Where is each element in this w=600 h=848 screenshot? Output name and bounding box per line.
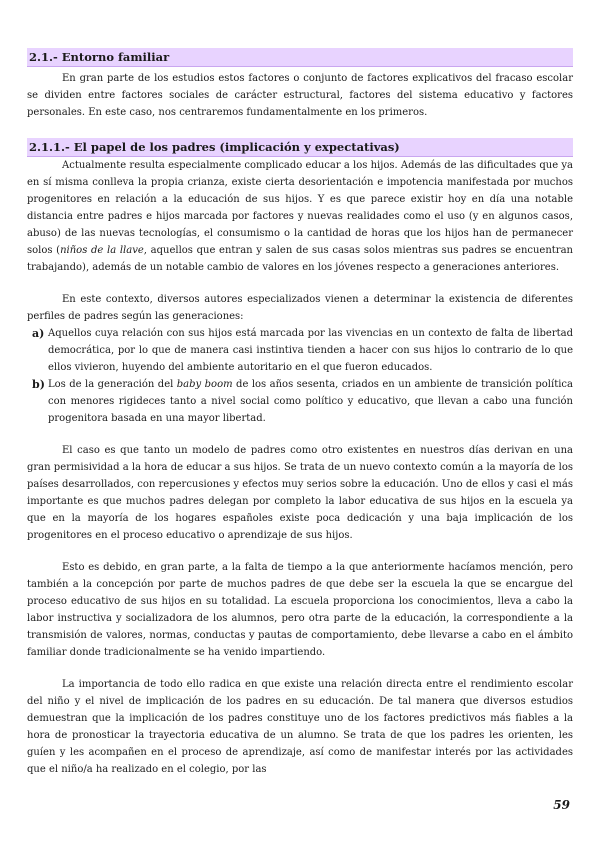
paragraph-importancia: La importancia de todo ello radica en que existe una relación directa entre el rendimiento escolar del niño y el nivel de implicación de los padres en su educación. De tal manera que diversos estudios demuestran que la implicación de los padres constituye uno de los factores predictivos más fiables a la hora de pronosticar la trayectoria educativa de un alumno. Se trata de que los padres les orienten, les guíen y les acompañen en el proceso de aprendizaje, así como de manifestar interés por las actividades que el niño/a ha realizado en el colegio, por las (27, 679, 573, 775)
list-item-text: Aquellos cuya relación con sus hijos está marcada por las vivencias en un contexto de falta de libertad democrática, por lo que de manera casi instintiva tienden a hacer con sus hijos lo contrario de lo que ellos vivieron, huyendo del ambiente autoritario en el que fueron educados. (48, 328, 573, 373)
paragraph-falta-tiempo: Esto es debido, en gran parte, a la falta de tiempo a la que anteriormente hacíamos mención, pero también a la concepción por parte de muchos padres de que debe ser la escuela la que se encargue del proceso educativo de sus hijos en su totalidad. La escuela proporciona los conocimientos, lleva a cabo la labor instructiva y socializadora de los alumnos, pero otra parte de la educación, la correspondiente a la transmisión de valores, normas, conductas y pautas de comportamiento, debe llevarse a cabo en el ámbito familiar donde tradicionalmente se ha venido impartiendo. (27, 562, 573, 658)
generations-list (27, 325, 573, 427)
paragraph-text: , aquellos que entran y salen de sus casas solos mientras sus padres se encuentran trabajando), además de un notable cambio de valores en los jóvenes respecto a generaciones anteriores. (27, 245, 573, 273)
section-heading-papel-padres: 2.1.1.- El papel de los padres (implicación y expectativas) (27, 138, 573, 157)
list-marker: a) (32, 327, 45, 340)
list-marker: b) (32, 378, 45, 391)
paragraph-intro: En gran parte de los estudios estos factores o conjunto de factores explicativos del fracaso escolar se dividen entre factores sociales de carácter estructural, factores del sistema educativo y factores personales. En este caso, nos centraremos fundamentalmente en los primeros. (27, 73, 573, 118)
paragraph-contexto: En este contexto, diversos autores especializados vienen a determinar la existencia de diferentes perfiles de padres según las generaciones: (27, 294, 573, 322)
paragraph-permisividad: El caso es que tanto un modelo de padres como otro existentes en nuestros días derivan en una gran permisividad a la hora de educar a sus hijos. Se trata de un nuevo contexto común a la mayoría de los países desarrollados, con repercusiones y efectos muy serios sobre la educación. Uno de ellos y casi el más importante es que muchos padres delegan por completo la labor educativa de sus hijos en la escuela ya que en la mayoría de los hogares españoles existe poca dedicación y una baja implicación de los progenitores en el proceso educativo o aprendizaje de sus hijos. (27, 445, 573, 541)
list-item-text: Los de la generación del (48, 379, 177, 390)
paragraph-text: Actualmente resulta especialmente complicado educar a los hijos. Además de las dificultades que ya en sí misma conlleva la propia crianza, existe cierta desorientación e impotencia manifestada por muchos progenitores en relación a la educación de sus hijos. Y es que parece existir hoy en día una notable distancia entre padres e hijos marcada por factores y nuevas realidades como el uso (y en algunos casos, abuso) de las nuevas tecnologías, el consumismo o la cantidad de horas que los hijos han de permanecer solos ( (27, 160, 573, 256)
emphasis-ninos-llave: niños de la llave (60, 245, 144, 256)
section-heading-entorno-familiar: 2.1.- Entorno familiar (27, 48, 573, 67)
list-item (27, 325, 573, 376)
page-number: 59 (553, 798, 570, 812)
emphasis-baby-boom: baby boom (176, 379, 233, 390)
paragraph-actualmente (27, 157, 573, 276)
list-item-text: de los años sesenta, criados en un ambiente de transición política con menores rigideces tanto a nivel social como político y educativo, que llevan a cabo una función progenitora basada en una mayor libertad. (48, 379, 573, 424)
document-page (27, 48, 573, 778)
list-item (27, 376, 573, 427)
